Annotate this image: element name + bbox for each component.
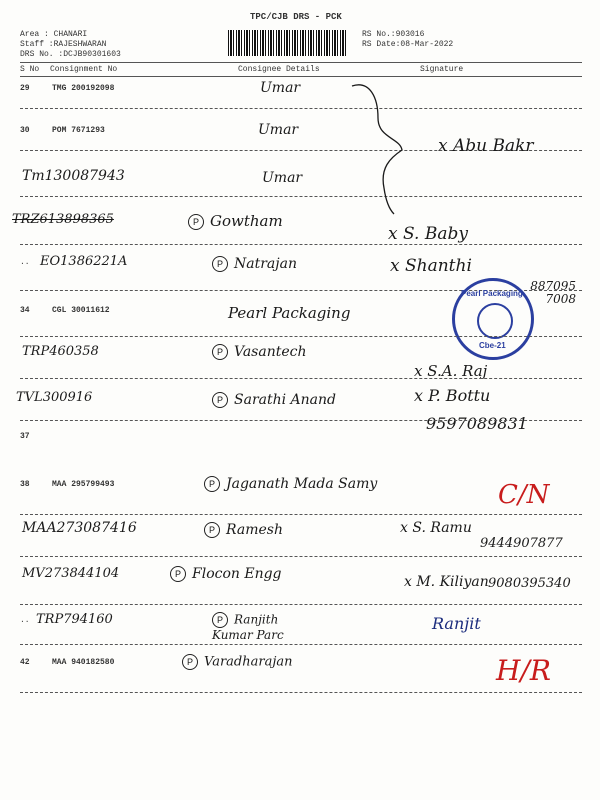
stamp-text: Pearl Packaging (461, 289, 523, 298)
row-sno: 34 (20, 306, 30, 315)
parcel-circle-icon: P (170, 566, 186, 582)
row-sno: 42 (20, 658, 30, 667)
bracket-mark (350, 78, 410, 218)
signature-gowtham: x S. Baby (388, 224, 468, 244)
parcel-circle-icon: P (182, 654, 198, 670)
phone-sarathi: 9597089831 (426, 414, 528, 433)
signature-umar: x Abu Bakr (438, 136, 534, 156)
row-consignee-text: Jaganath Mada Samy (226, 476, 378, 492)
row-divider (20, 196, 582, 197)
row-consignment: MAA273087416 (22, 520, 137, 536)
row-divider (20, 604, 582, 605)
barcode (228, 30, 346, 56)
column-sno: S No (20, 65, 40, 74)
row-consignment: MAA 295799493 (52, 480, 115, 489)
page-title: TPC/CJB DRS - PCK (250, 12, 342, 22)
row-consignee (170, 566, 282, 582)
row-divider (20, 692, 582, 693)
row-consignee (212, 256, 297, 272)
note-hr: H/R (496, 654, 551, 687)
column-signature: Signature (420, 65, 464, 74)
parcel-circle-icon: P (212, 344, 228, 360)
row-consignee (212, 612, 322, 642)
row-divider (20, 378, 582, 379)
row-divider (20, 514, 582, 515)
row-consignee (182, 654, 292, 670)
column-consignee: Consignee Details (238, 65, 320, 74)
row-divider (20, 108, 582, 109)
row-consignee (212, 344, 307, 360)
row-consignment: CGL 30011612 (52, 306, 110, 315)
header-rule-bottom (20, 76, 582, 77)
parcel-circle-icon: P (212, 612, 228, 628)
row-consignment: TMG 200192098 (52, 84, 115, 93)
parcel-circle-icon: P (188, 214, 204, 230)
row-consignee: Umar (262, 170, 303, 186)
row-consignment: TRZ613898365 (12, 212, 114, 227)
row-consignee (204, 522, 283, 538)
parcel-circle-icon: P (204, 476, 220, 492)
row-consignment: MAA 940182580 (52, 658, 115, 667)
column-consignment: Consignment No (50, 65, 118, 74)
row-consignment: TVL300916 (16, 390, 93, 405)
signature-natrajan: x Shanthi (390, 256, 472, 276)
phone-flocon: 9080395340 (488, 576, 571, 591)
row-consignment: POM 7671293 (52, 126, 105, 135)
row-sno: .. (20, 616, 30, 625)
row-sno: 30 (20, 126, 30, 135)
stamp-sub: Cbe-21 (479, 341, 506, 350)
row-consignee: Pearl Packaging (228, 304, 351, 322)
row-consignee-text: Gowtham (210, 212, 283, 230)
staff-label: Staff :RAJESHWARAN (20, 40, 107, 49)
row-consignment: MV273844104 (22, 566, 120, 581)
rs-number: RS No.:903016 (362, 30, 425, 39)
row-sno: .. (20, 258, 30, 267)
row-consignee-text: Flocon Engg (192, 566, 282, 582)
row-consignee-text: Ramesh (226, 522, 283, 538)
row-sno: 38 (20, 480, 30, 489)
row-consignee-text: Vasantech (234, 344, 307, 360)
row-consignee: Umar (258, 122, 299, 138)
signature-ramesh: x S. Ramu (400, 520, 472, 536)
parcel-circle-icon: P (212, 256, 228, 272)
company-stamp (452, 278, 534, 360)
row-consignment: Tm130087943 (22, 168, 125, 184)
drs-number: DRS No. :DCJB90301603 (20, 50, 121, 59)
parcel-circle-icon: P (204, 522, 220, 538)
phone-ramesh: 9444907877 (480, 536, 563, 551)
signature-ranjith: Ranjit (432, 614, 481, 633)
row-divider (20, 644, 582, 645)
row-consignee-text: Ranjith Kumar Parc (212, 612, 284, 642)
row-sno: 29 (20, 84, 30, 93)
row-divider (20, 420, 582, 421)
row-consignment: EO1386221A (40, 254, 128, 269)
signature-vasantech: x S.A. Raj (414, 362, 488, 380)
parcel-circle-icon: P (212, 392, 228, 408)
signature-sarathi: x P. Bottu (414, 386, 491, 405)
row-consignee-text: Natrajan (234, 256, 297, 272)
row-consignee-text: Sarathi Anand (234, 392, 336, 408)
row-consignment: TRP794160 (36, 612, 113, 627)
row-divider (20, 556, 582, 557)
row-divider (20, 244, 582, 245)
row-sno: 37 (20, 432, 30, 441)
row-consignee (204, 476, 377, 492)
header-rule-top (20, 62, 582, 63)
phone-natrajan: 887095 7008 (530, 279, 576, 306)
rs-date: RS Date:08-Mar-2022 (362, 40, 454, 49)
row-consignee-text: Varadharajan (204, 654, 293, 670)
row-consignment: TRP460358 (22, 344, 99, 359)
note-cn: C/N (498, 480, 550, 510)
signature-flocon: x M. Kiliyan (404, 574, 489, 590)
area-label: Area : CHANARI (20, 30, 88, 39)
row-divider (20, 336, 582, 337)
stamp-emblem-icon (477, 303, 513, 339)
row-consignee (212, 392, 336, 408)
row-consignee: Umar (260, 80, 301, 96)
row-consignee (188, 212, 283, 230)
